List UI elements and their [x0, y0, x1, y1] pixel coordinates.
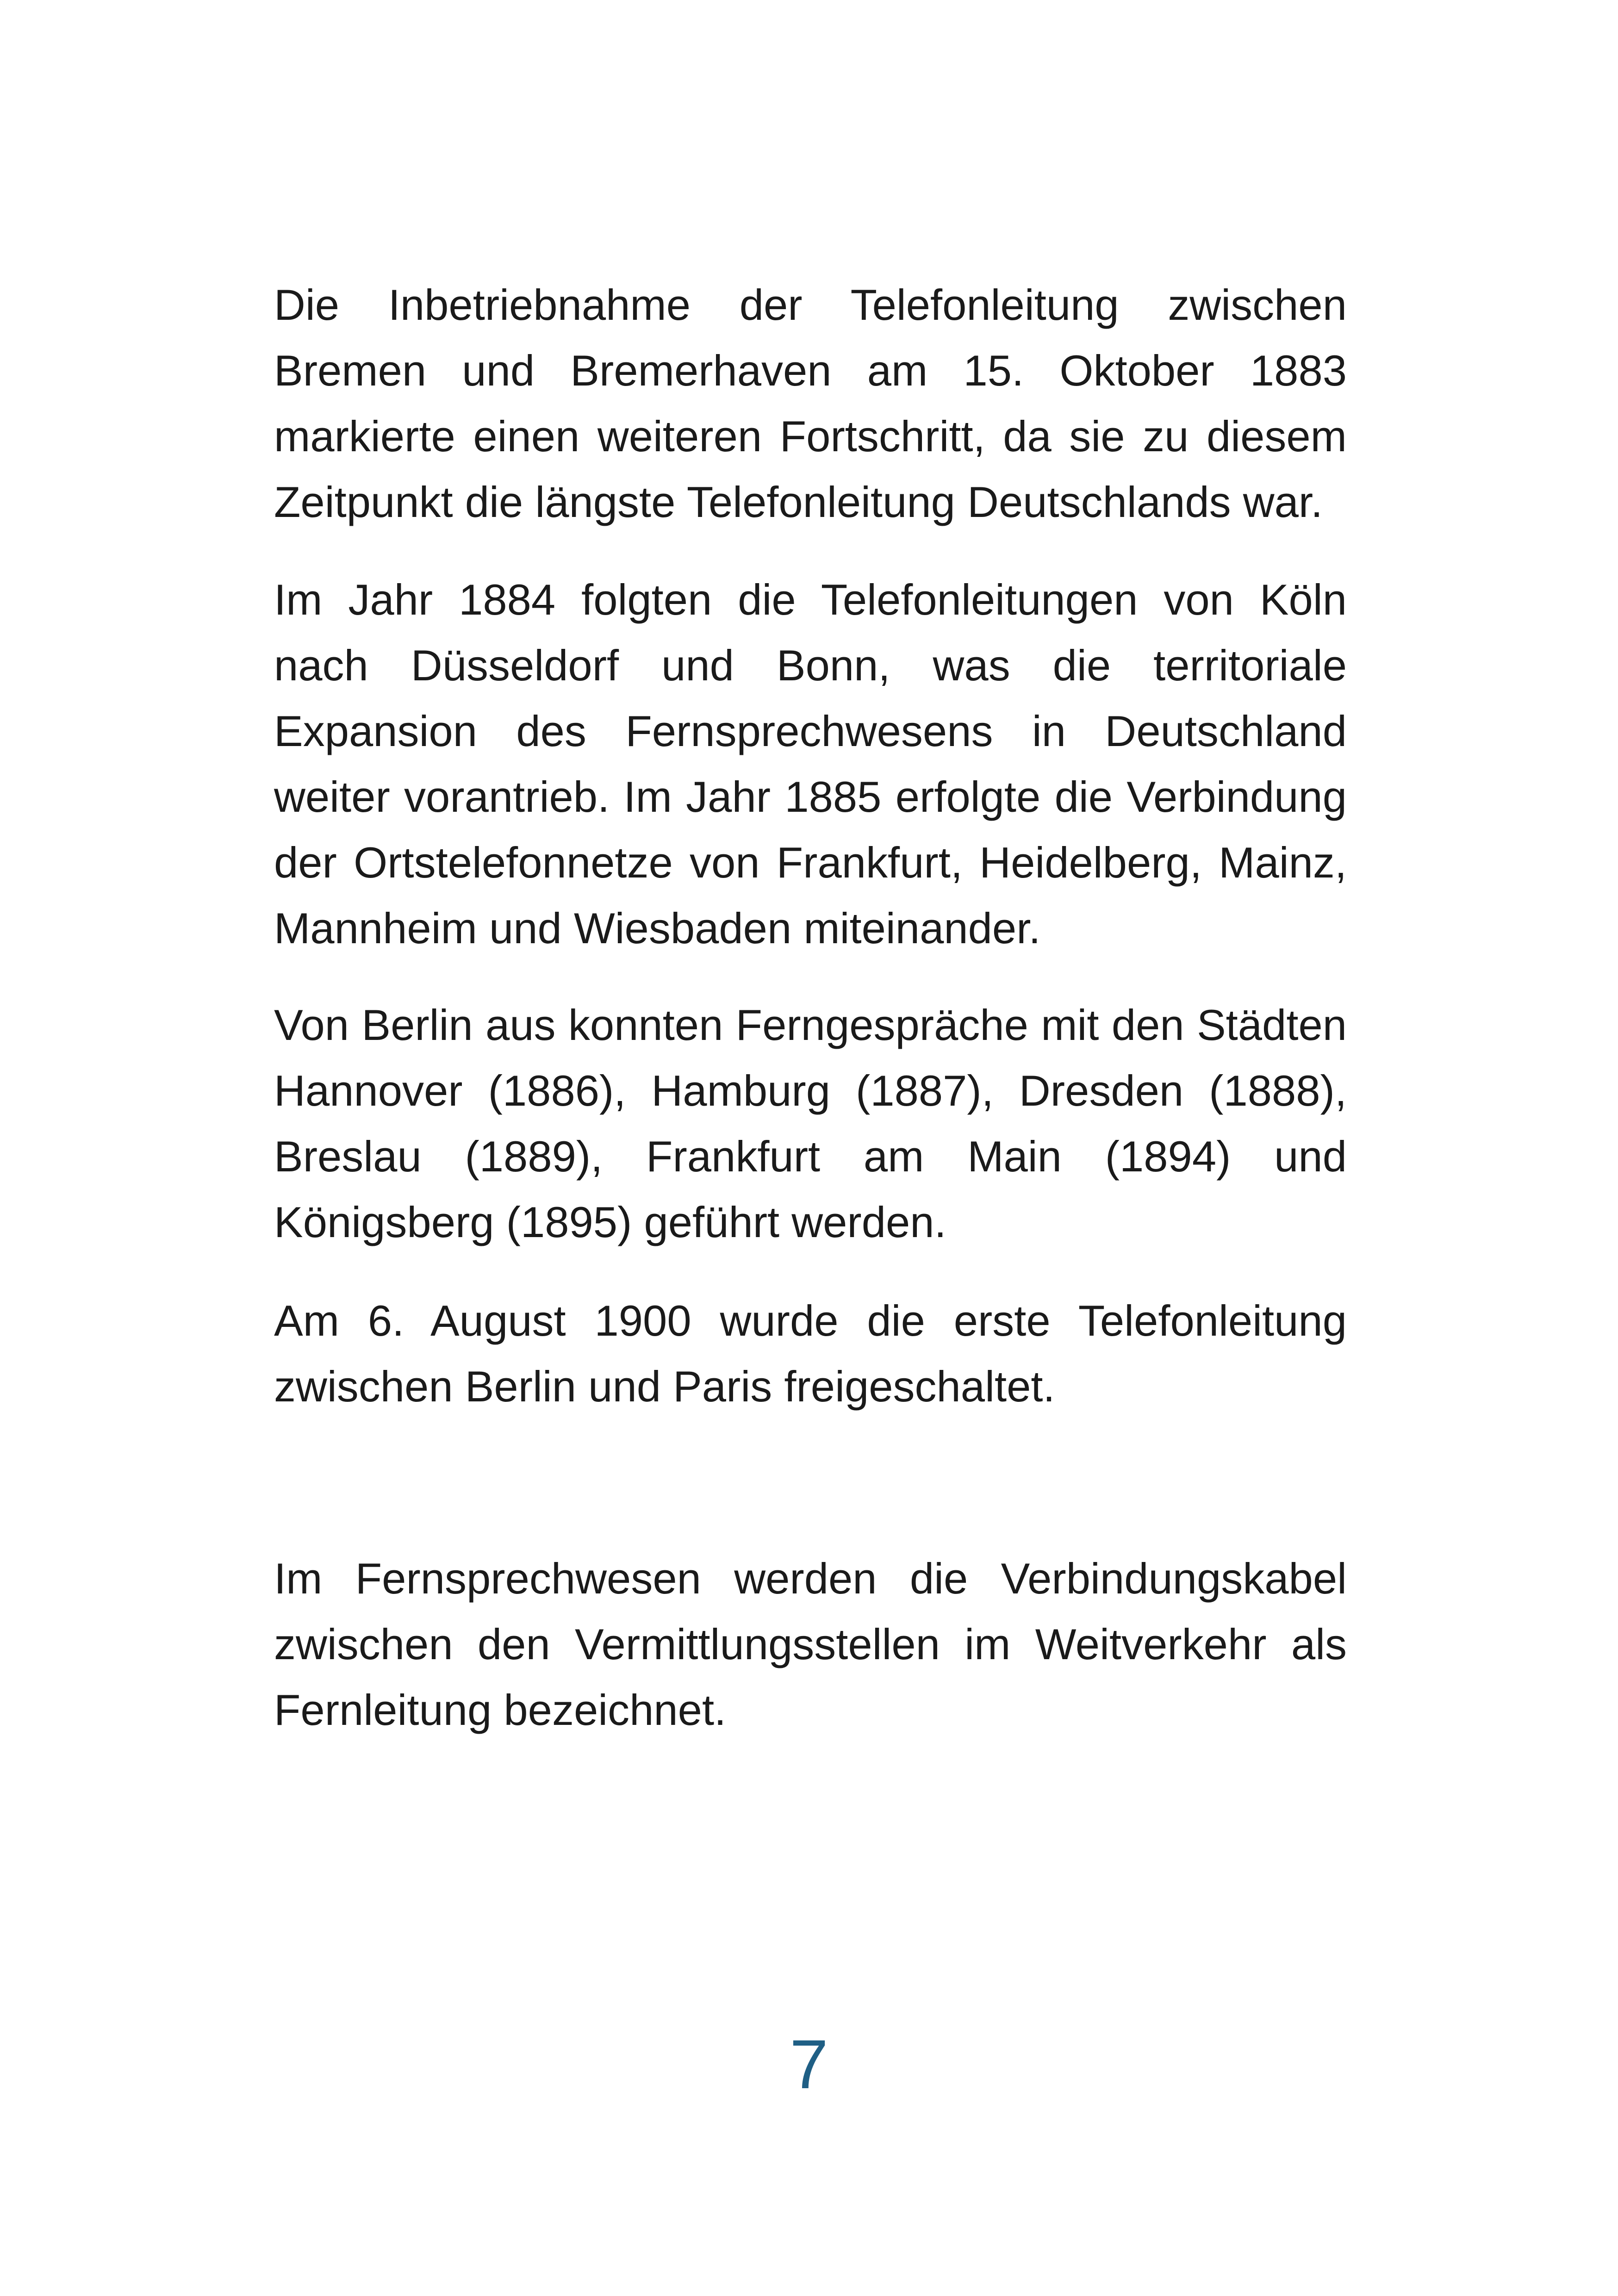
paragraph-fernleitung-definition: Im Fernsprechwesen werden die Verbindungskabel zwischen den Vermittlungsstellen im Weitverkehr als Fernleitung bezeichnet. [274, 1554, 1347, 1734]
paragraph-koeln-duesseldorf-bonn: Im Jahr 1884 folgten die Telefonleitungen von Köln nach Düsseldorf und Bonn, was die territoriale Expansion des Fernsprechwesens in Deutschland weiter vorantrieb. Im Jahr 1885 erfolgte die Verbindung der Ortstelefonnetze von Frankfurt, Heidelberg, Mainz, Mannheim und Wiesbaden miteinander. [274, 575, 1347, 952]
paragraph-bremen-bremerhaven: Die Inbetriebnahme der Telefonleitung zwischen Bremen und Bremerhaven am 15. Oktober 1883 markierte einen weiteren Fortschritt, da sie zu diesem Zeitpunkt die längste Telefonleitung Deutschlands war. [274, 280, 1347, 526]
paragraph-berlin-ferngespraeche: Von Berlin aus konnten Ferngespräche mit den Städten Hannover (1886), Hamburg (1887), Dresden (1888), Breslau (1889), Frankfurt am Main (1894) und Königsberg (1895) geführt werden. [274, 1001, 1347, 1246]
page-number: 7 [790, 2025, 828, 2103]
paragraph-berlin-paris: Am 6. August 1900 wurde die erste Telefonleitung zwischen Berlin und Paris freigeschaltet. [274, 1296, 1347, 1411]
